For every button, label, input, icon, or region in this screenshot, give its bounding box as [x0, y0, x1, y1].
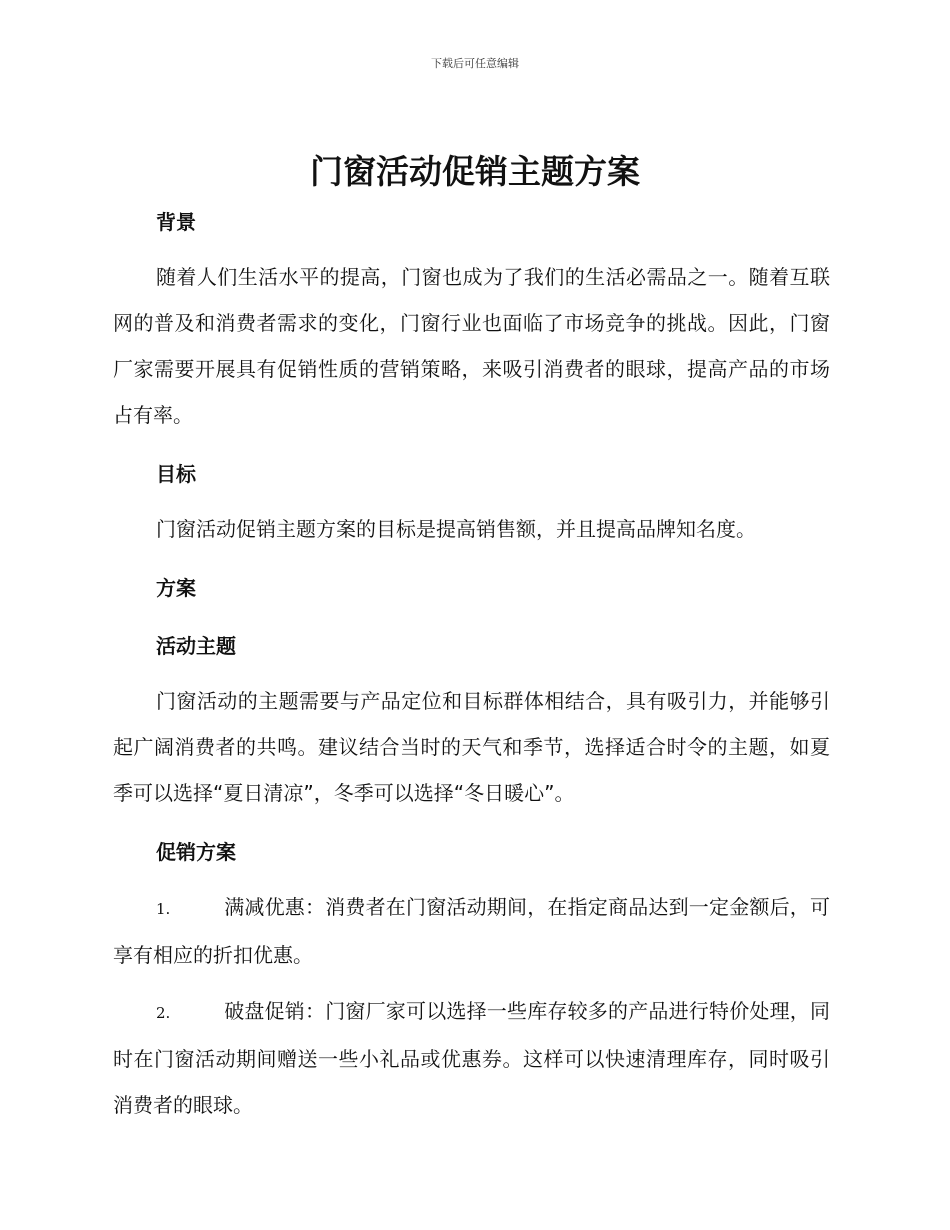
document-body	[113, 200, 830, 1128]
list-item-number: 1.	[156, 900, 171, 918]
paragraph-goal: 门窗活动促销主题方案的目标是提高销售额，并且提高品牌知名度。	[156, 517, 756, 541]
heading-background: 背景	[156, 210, 196, 234]
header-note: 下载后可任意编辑	[431, 57, 519, 70]
list-item	[113, 988, 830, 1128]
list-item-number: 2.	[156, 1004, 171, 1022]
document-title: 门窗活动促销主题方案	[310, 152, 640, 191]
heading-promo: 促销方案	[156, 840, 236, 864]
list-item	[113, 884, 830, 978]
list-item-text: 满减优惠：消费者在门窗活动期间，在指定商品达到一定金额后，可享有相应的折扣优惠。	[113, 895, 830, 967]
paragraph-background: 随着人们生活水平的提高，门窗也成为了我们的生活必需品之一。随着互联网的普及和消费者需求的变化，门窗行业也面临了市场竞争的挑战。因此，门窗厂家需要开展具有促销性质的营销策略，来吸引消费者的眼球，提高产品的市场占有率。	[113, 265, 830, 427]
paragraph-theme: 门窗活动的主题需要与产品定位和目标群体相结合，具有吸引力，并能够引起广阔消费者的共鸣。建议结合当时的天气和季节，选择适合时令的主题，如夏季可以选择“夏日清凉”，冬季可以选择“冬日暖心”。	[113, 689, 830, 805]
heading-plan: 方案	[156, 576, 196, 600]
heading-theme: 活动主题	[156, 634, 236, 658]
heading-goal: 目标	[156, 462, 196, 486]
list-item-text: 破盘促销：门窗厂家可以选择一些库存较多的产品进行特价处理，同时在门窗活动期间赠送一些小礼品或优惠券。这样可以快速清理库存，同时吸引消费者的眼球。	[113, 999, 830, 1117]
